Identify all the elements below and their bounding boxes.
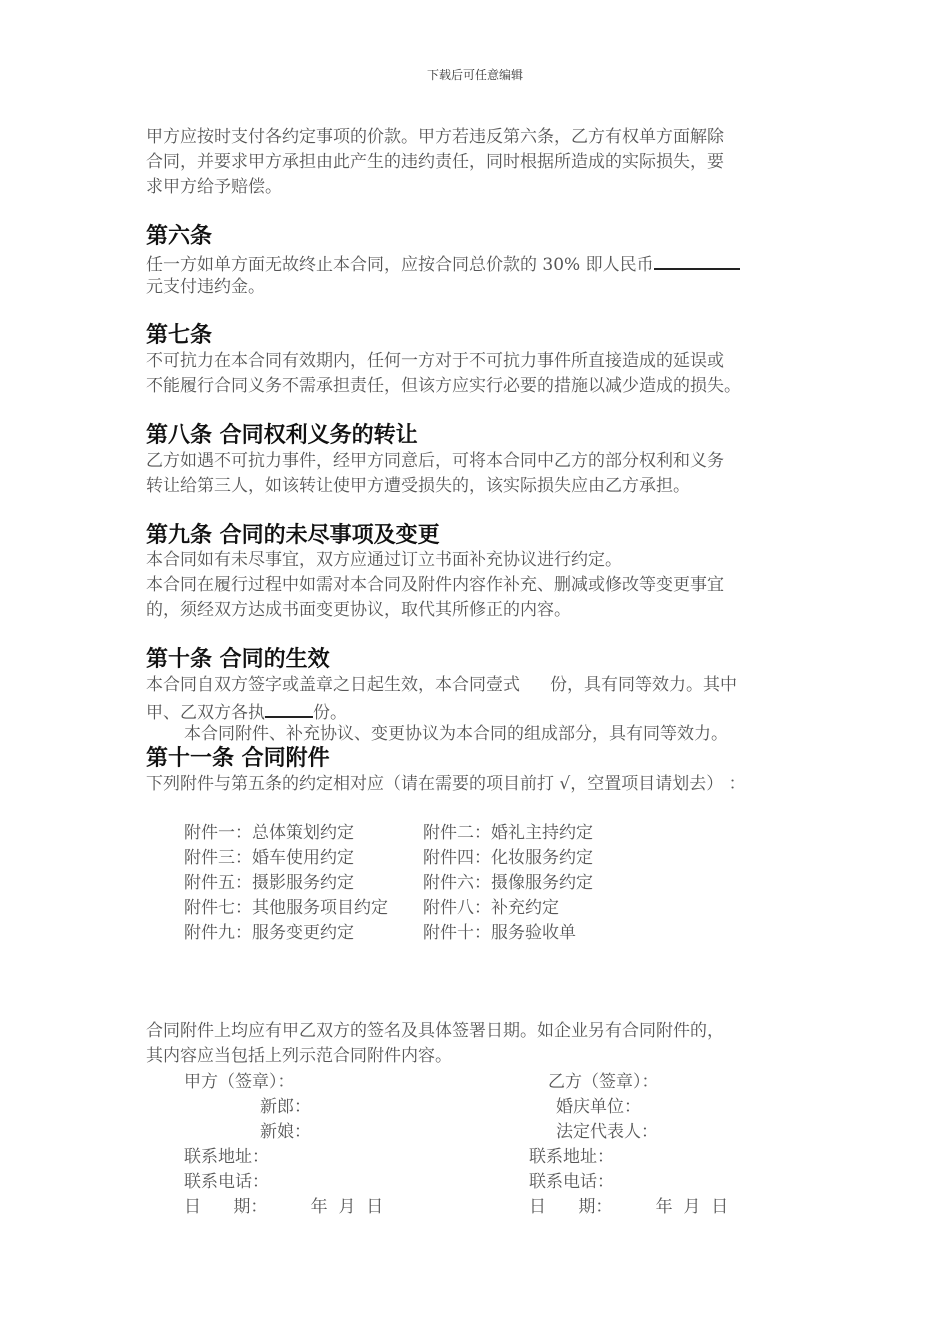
amount-blank	[654, 250, 740, 270]
article-10-text-a: 本合同自双方签字或盖章之日起生效，本合同壹式	[146, 675, 520, 695]
article-9-line-2: 本合同在履行过程中如需对本合同及附件内容作补充、删减或修改等变更事宜	[146, 575, 724, 595]
article-6-title: 第六条	[146, 224, 213, 249]
copies-blank	[265, 698, 313, 718]
party-b-phone: 联系电话：	[529, 1172, 614, 1192]
party-a-bride: 新娘：	[260, 1122, 311, 1142]
attachment-note-line-1: 合同附件上均应有甲乙双方的签名及具体签署日期。如企业另有合同附件的，	[146, 1021, 724, 1041]
intro-line-3: 求甲方给予赔偿。	[146, 177, 282, 197]
party-b-rep: 法定代表人：	[556, 1122, 658, 1142]
article-9-line-3: 的，须经双方达成书面变更协议，取代其所修正的内容。	[146, 600, 571, 620]
article-10-text-c: 甲、乙双方各执	[146, 703, 265, 723]
attachment-note-line-2: 其内容应当包括上列示范合同附件内容。	[146, 1046, 452, 1066]
article-9-line-1: 本合同如有未尽事宜，双方应通过订立书面补充协议进行约定。	[146, 550, 622, 570]
article-11-intro: 下列附件与第五条的约定相对应（请在需要的项目前打 √，空置项目请划去） ：	[146, 774, 746, 794]
party-a-phone: 联系电话：	[184, 1172, 269, 1192]
article-6-line-1	[146, 250, 740, 278]
party-b-date: 日 期： 年 月 日	[529, 1197, 729, 1217]
party-b-address: 联系地址：	[529, 1147, 614, 1167]
article-7-line-2: 不能履行合同义务不需承担责任，但该方应实行必要的措施以减少造成的损失。	[146, 376, 741, 396]
party-a-date: 日 期： 年 月 日	[184, 1197, 384, 1217]
article-8-line-2: 转让给第三人，如该转让使甲方遭受损失的，该实际损失应由乙方承担。	[146, 476, 690, 496]
attachment-9: 附件九：服务变更约定	[184, 923, 354, 943]
attachment-10: 附件十：服务验收单	[423, 923, 576, 943]
party-a-groom: 新郎：	[260, 1097, 311, 1117]
article-6-text: 任一方如单方面无故终止本合同，应按合同总价款的 30% 即人民币	[146, 255, 654, 275]
attachment-1: 附件一：总体策划约定	[184, 823, 354, 843]
page-header: 下载后可任意编辑	[426, 68, 523, 82]
article-10-line-1	[146, 673, 737, 698]
article-7-line-1: 不可抗力在本合同有效期内，任何一方对于不可抗力事件所直接造成的延误或	[146, 351, 724, 371]
attachment-7: 附件七：其他服务项目约定	[184, 898, 388, 918]
article-8-line-1: 乙方如遇不可抗力事件，经甲方同意后，可将本合同中乙方的部分权利和义务	[146, 451, 724, 471]
article-7-title: 第七条	[146, 323, 213, 348]
party-b-title: 乙方（签章）：	[548, 1072, 659, 1092]
article-10-title: 第十条 合同的生效	[146, 647, 330, 672]
article-10-line-3: 本合同附件、补充协议、变更协议为本合同的组成部分，具有同等效力。	[184, 724, 728, 744]
article-10-text-d: 份。	[313, 703, 347, 723]
attachment-5: 附件五：摄影服务约定	[184, 873, 354, 893]
party-a-address: 联系地址：	[184, 1147, 269, 1167]
intro-line-1: 甲方应按时支付各约定事项的价款。甲方若违反第六条，乙方有权单方面解除	[146, 127, 724, 147]
attachment-8: 附件八：补充约定	[423, 898, 559, 918]
attachment-6: 附件六：摄像服务约定	[423, 873, 593, 893]
attachment-2: 附件二：婚礼主持约定	[423, 823, 593, 843]
attachment-3: 附件三：婚车使用约定	[184, 848, 354, 868]
party-a-title: 甲方（签章）：	[184, 1072, 295, 1092]
article-11-title: 第十一条 合同附件	[146, 746, 330, 771]
attachment-4: 附件四：化妆服务约定	[423, 848, 593, 868]
article-6-line-2: 元支付违约金。	[146, 277, 265, 297]
party-b-company: 婚庆单位：	[556, 1097, 641, 1117]
article-9-title: 第九条 合同的未尽事项及变更	[146, 523, 440, 548]
article-10-text-b: 份，具有同等效力。其中	[550, 675, 737, 695]
article-8-title: 第八条 合同权利义务的转让	[146, 423, 418, 448]
intro-line-2: 合同，并要求甲方承担由此产生的违约责任，同时根据所造成的实际损失，要	[146, 152, 724, 172]
